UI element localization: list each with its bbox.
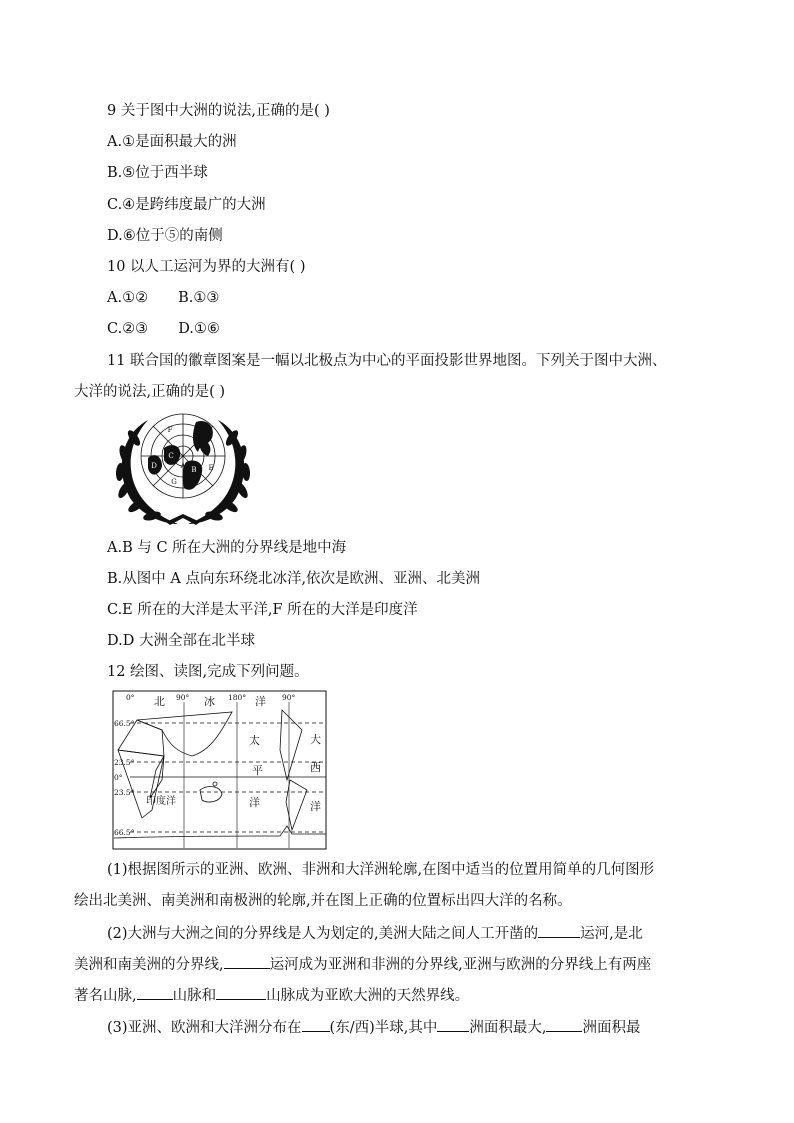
q12-part3-text-b: (东/西)半球,其中: [329, 1020, 438, 1036]
un-emblem-figure: [108, 408, 258, 530]
q10-options-row2: [107, 319, 220, 339]
answer-blank-canal-americas[interactable]: [538, 923, 580, 938]
q12-part2-text-b: 运河,是北: [580, 926, 643, 942]
q12-part2-line1: [107, 923, 643, 944]
q12-part2-line3: [74, 985, 469, 1006]
lon-90-w: 90°: [282, 693, 296, 702]
q12-part3-line1: [107, 1017, 640, 1038]
lat-66-s: 66.5°: [114, 828, 135, 837]
pacific-char-3: 洋: [249, 796, 260, 809]
answer-blank-mountain-2[interactable]: [216, 985, 266, 1000]
q12-part3-text-a: (3)亚洲、欧洲和大洋洲分布在: [107, 1020, 302, 1036]
lat-23-s: 23.5°: [114, 788, 135, 797]
atlantic-char-2: 西: [310, 761, 321, 774]
q12-part1-line2: 绘出北美洲、南美洲和南极洲的轮廓,并在图上正确的位置标出四大洋的名称。: [74, 893, 572, 909]
q12-part2-line2: [74, 954, 651, 975]
label-f: F: [167, 426, 173, 434]
lat-0: 0°: [114, 773, 123, 782]
lat-66-n: 66.5°: [114, 719, 135, 728]
world-outline-map: [112, 690, 327, 850]
q10-option-c: C.②③: [107, 321, 149, 337]
q12-part2-text-d: 运河成为亚洲和非洲的分界线,亚洲与欧洲的分界线上有两座: [269, 957, 652, 973]
q11-option-d: D.D 大洲全部在北半球: [107, 633, 255, 649]
q11-stem-line2: 大洋的说法,正确的是( ): [74, 384, 226, 400]
q9-option-b: B.⑤位于西半球: [107, 165, 208, 181]
q10-options-row1: [107, 288, 219, 308]
q9-option-a: A.①是面积最大的洲: [107, 134, 237, 150]
answer-blank-hemisphere[interactable]: [302, 1017, 330, 1032]
q9-option-d: D.⑥位于⑤的南侧: [107, 228, 223, 244]
q12-part2-text-g: 山脉成为亚欧大洲的天然界线。: [266, 988, 470, 1004]
q12-part1-line1: (1)根据图所示的亚洲、欧洲、非洲和大洋洲轮廓,在图中适当的位置用简单的几何图形: [107, 862, 655, 878]
label-e: E: [208, 464, 214, 472]
q11-stem-line1: 11 联合国的徽章图案是一幅以北极点为中心的平面投影世界地图。下列关于图中大洲、: [107, 353, 667, 369]
atlantic-char-3: 洋: [310, 800, 321, 813]
answer-blank-smallest[interactable]: [546, 1017, 582, 1032]
arctic-char-3: 洋: [255, 695, 266, 708]
label-d: D: [151, 462, 157, 470]
q12-part2-text-a: (2)大洲与大洲之间的分界线是人为划定的,美洲大陆之间人工开凿的: [107, 926, 539, 942]
pacific-char-1: 太: [249, 734, 260, 747]
q9-option-c: C.④是跨纬度最广的大洲: [107, 197, 266, 213]
pacific-char-2: 平: [252, 764, 263, 777]
label-g: G: [171, 478, 177, 486]
q11-option-a: A.B 与 C 所在大洲的分界线是地中海: [107, 540, 347, 556]
q11-option-b: B.从图中 A 点向东环绕北冰洋,依次是欧洲、亚洲、北美洲: [107, 571, 481, 587]
q12-part2-text-e: 著名山脉,: [74, 988, 137, 1004]
atlantic-char-1: 大: [310, 733, 321, 746]
q10-option-b: B.①③: [178, 290, 220, 306]
lon-180: 180°: [228, 693, 247, 702]
indian-ocean-label: 印度洋: [146, 796, 176, 807]
lon-0: 0°: [126, 693, 135, 702]
answer-blank-canal-asia-africa[interactable]: [224, 954, 270, 969]
label-a: A: [180, 462, 186, 470]
answer-blank-mountain-1[interactable]: [137, 985, 173, 1000]
q12-part2-text-c: 美洲和南美洲的分界线,: [74, 957, 224, 973]
lat-23-n: 23.5°: [114, 758, 135, 767]
arctic-char-1: 北: [154, 695, 165, 708]
q10-option-d: D.①⑥: [178, 321, 220, 337]
q11-option-c: C.E 所在的大洋是太平洋,F 所在的大洋是印度洋: [107, 602, 418, 618]
label-c: C: [168, 452, 174, 460]
arctic-char-2: 冰: [204, 695, 215, 708]
q10-stem: 10 以人工运河为界的大洲有( ): [107, 259, 306, 275]
lon-90: 90°: [176, 693, 190, 702]
q12-part3-text-c: 洲面积最大,: [469, 1020, 547, 1036]
q10-option-a: A.①②: [107, 290, 149, 306]
q12-stem: 12 绘图、读图,完成下列问题。: [107, 664, 309, 680]
q9-stem: 9 关于图中大洲的说法,正确的是( ): [107, 103, 330, 119]
answer-blank-largest[interactable]: [437, 1017, 469, 1032]
q12-part2-text-f: 山脉和: [172, 988, 217, 1004]
q12-part3-text-d: 洲面积最: [582, 1020, 641, 1036]
label-b: B: [191, 466, 197, 474]
